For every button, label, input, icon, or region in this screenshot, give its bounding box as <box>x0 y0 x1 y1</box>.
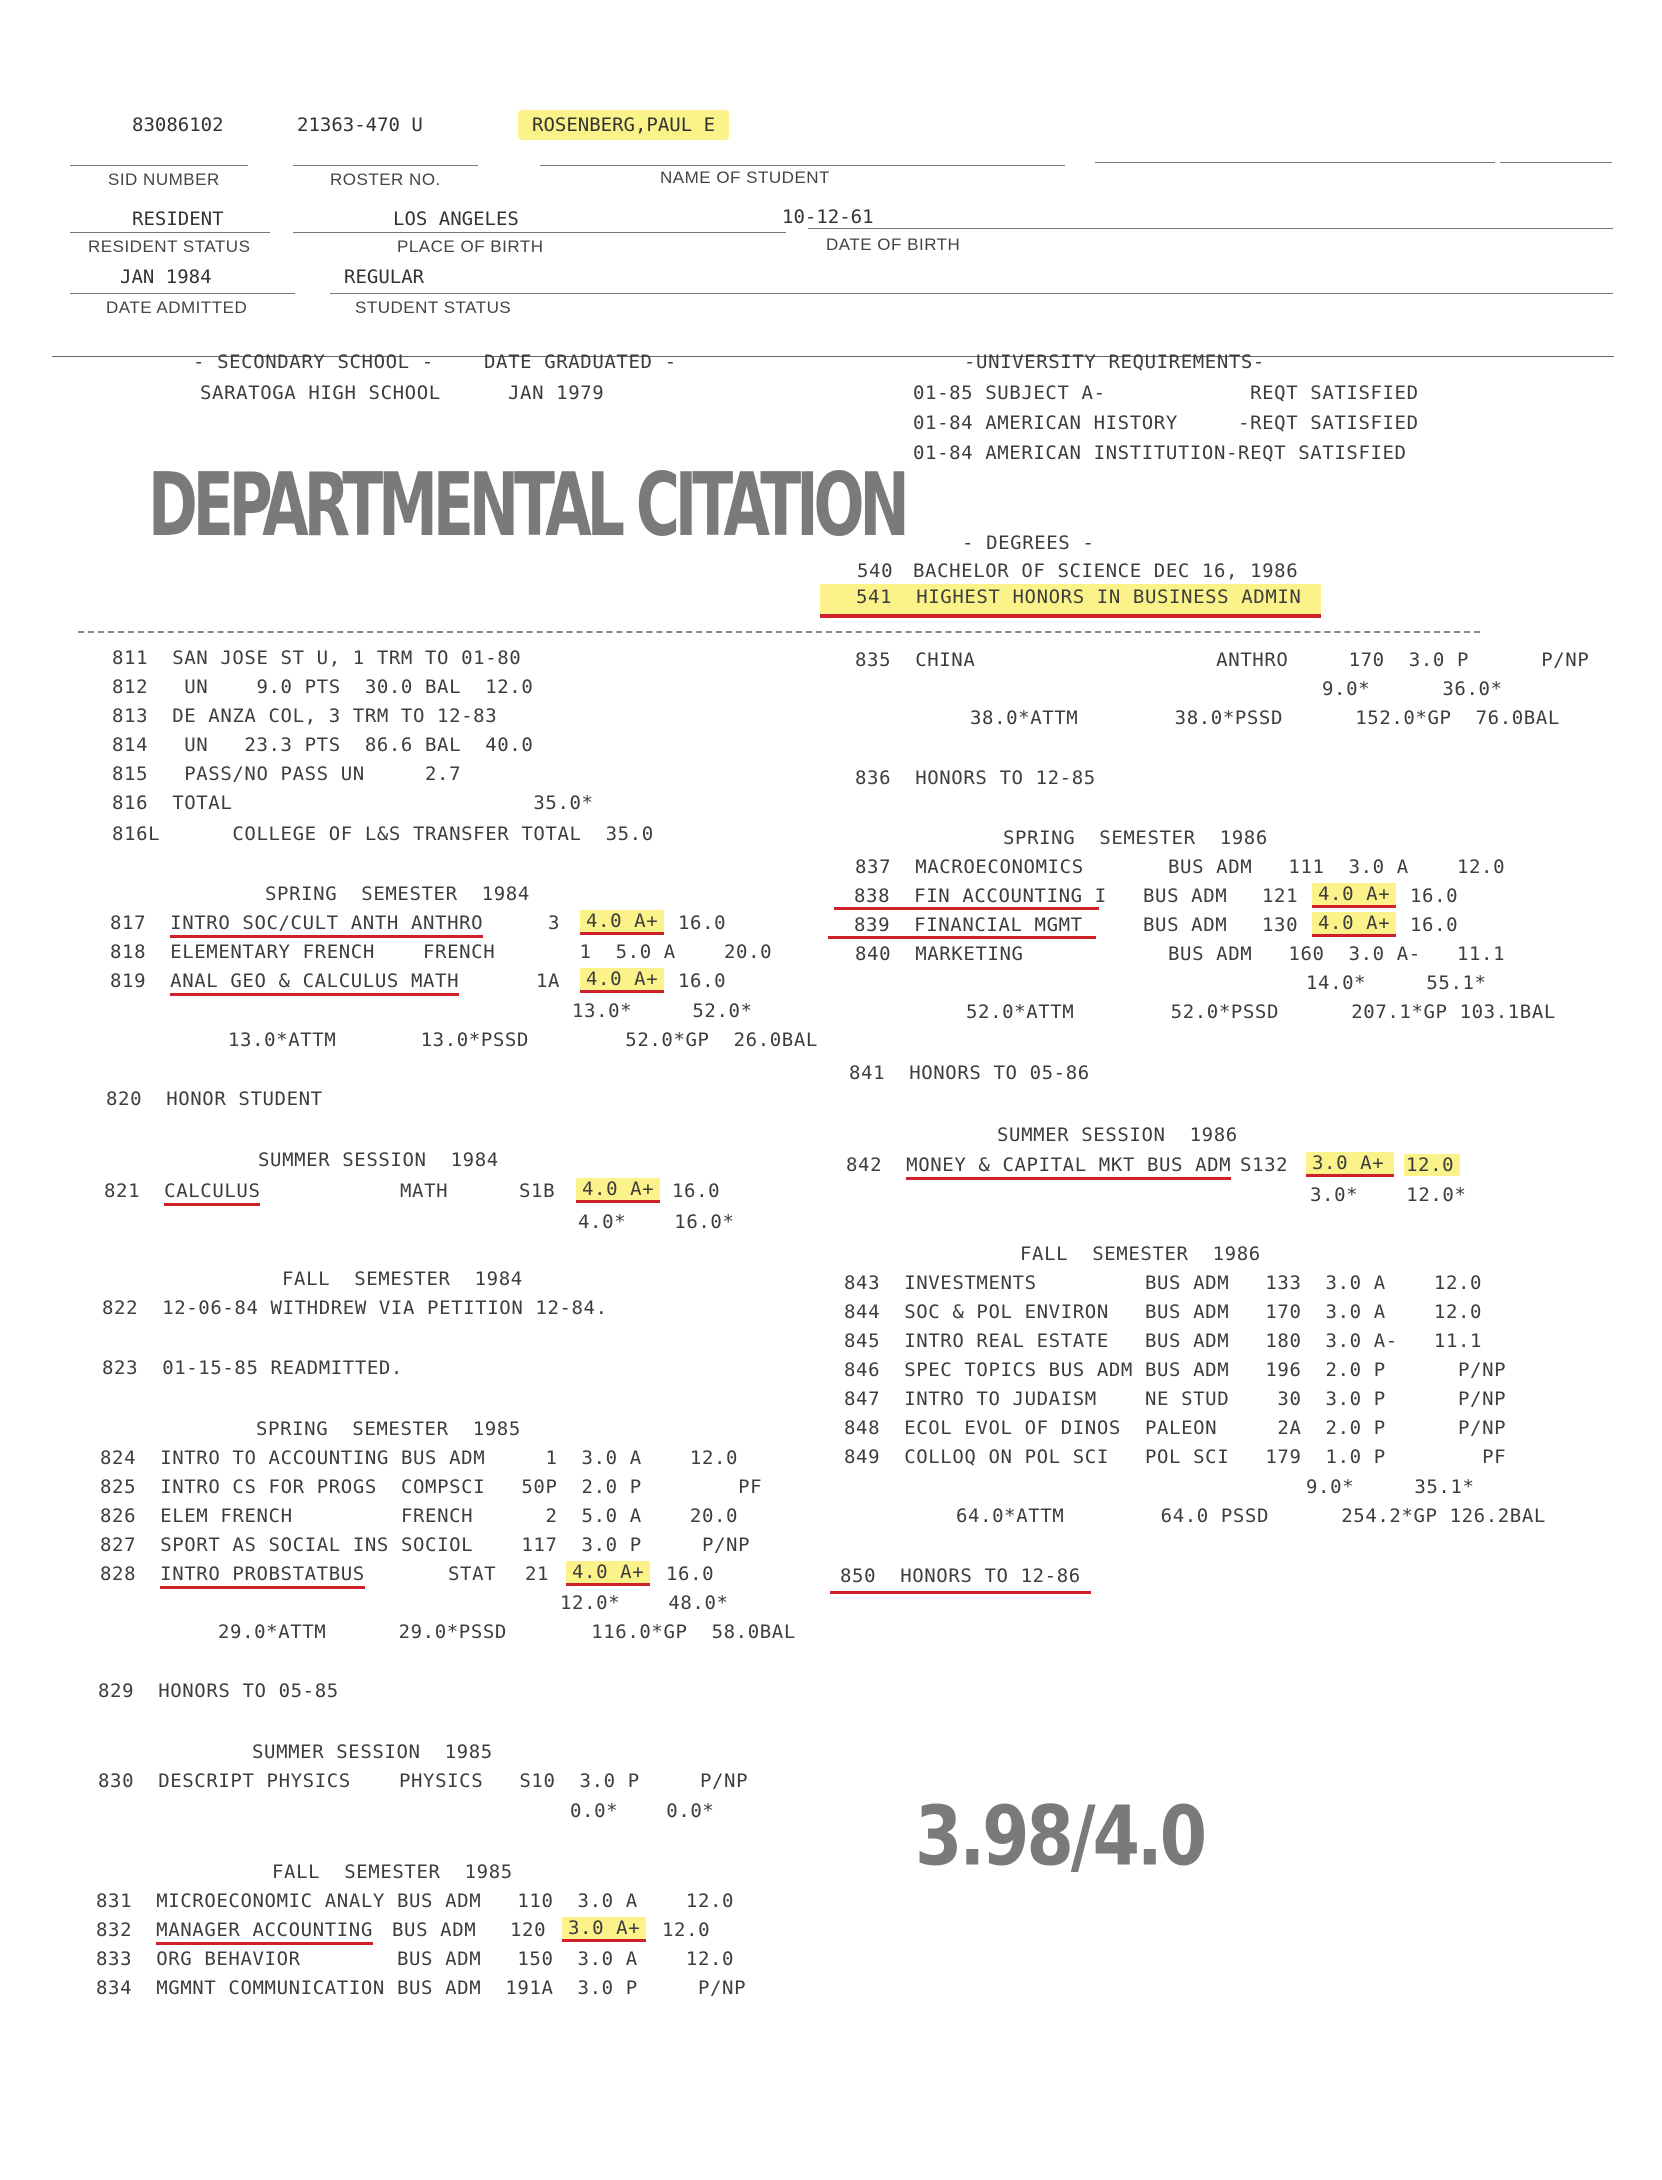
course-row: 848 ECOL EVOL OF DINOS PALEON 2A 2.0 P P/NP <box>844 1417 1507 1439</box>
grade-points: 12.0 <box>1404 1154 1460 1176</box>
sid-number: 83086102 <box>132 114 224 136</box>
term-subtotal: 4.0* 16.0* <box>578 1211 735 1233</box>
grade-points: 16.0 <box>678 970 727 992</box>
transfer-line: 812 UN 9.0 PTS 30.0 BAL 12.0 <box>112 676 534 698</box>
degree-number: 540 <box>857 560 894 582</box>
grade: 4.0 A+ <box>1312 883 1396 908</box>
course-unit: 121 <box>1262 885 1299 907</box>
honor-line: 829 HONORS TO 05-85 <box>98 1680 339 1702</box>
course-title: FIN ACCOUNTING I <box>914 885 1107 907</box>
course-row: 830 DESCRIPT PHYSICS PHYSICS S10 3.0 P P/NP <box>98 1770 749 1792</box>
course-row: 817 INTRO SOC/CULT ANTH ANTHRO <box>110 912 483 934</box>
grade-points: 16.0 <box>1410 885 1459 907</box>
transfer-line: 811 SAN JOSE ST U, 1 TRM TO 01-80 <box>112 647 522 669</box>
degree-text: BACHELOR OF SCIENCE DEC 16, 1986 <box>913 560 1299 582</box>
term-subtotal: 14.0* 55.1* <box>1306 972 1487 994</box>
requirement-row: 01-85 SUBJECT A- REQT SATISFIED <box>913 382 1419 404</box>
degrees-heading: - DEGREES - <box>962 532 1095 554</box>
term-heading: FALL SEMESTER 1984 <box>282 1268 523 1290</box>
requirement-row: 01-84 AMERICAN INSTITUTION-REQT SATISFIED <box>913 442 1407 464</box>
course-dept: STAT <box>448 1563 497 1585</box>
transfer-line: 814 UN 23.3 PTS 86.6 BAL 40.0 <box>112 734 534 756</box>
course-dept: BUS ADM <box>1143 914 1228 936</box>
course-row: 842 MONEY & CAPITAL MKT BUS ADM <box>846 1154 1231 1176</box>
grade: 3.0 A+ <box>1306 1152 1394 1177</box>
gpa-stamp: 3.98/4.0 <box>915 1790 1205 1885</box>
sid-label: SID NUMBER <box>108 170 220 189</box>
term-heading: SPRING SEMESTER 1984 <box>265 883 530 905</box>
course-title: INTRO SOC/CULT ANTH ANTHRO <box>170 912 483 938</box>
course-row: 826 ELEM FRENCH FRENCH 2 5.0 A 20.0 <box>100 1505 739 1527</box>
course-title: INTRO PROBSTATBUS <box>160 1563 365 1589</box>
term-heading: SUMMER SESSION 1985 <box>252 1741 493 1763</box>
term-total: 64.0*ATTM 64.0 PSSD 254.2*GP 126.2BAL <box>956 1505 1546 1527</box>
course-title: FINANCIAL MGMT <box>914 914 1083 936</box>
date-graduated: JAN 1979 <box>508 382 605 404</box>
roster-number: 21363-470 U <box>297 114 423 136</box>
course-row: 833 ORG BEHAVIOR BUS ADM 150 3.0 A 12.0 <box>96 1948 735 1970</box>
course-unit: 130 <box>1262 914 1299 936</box>
grade: 4.0 A+ <box>1312 912 1396 937</box>
course-title: CALCULUS <box>164 1180 260 1206</box>
course-row: 821 CALCULUS <box>104 1180 260 1202</box>
term-subtotal: 3.0* 12.0* <box>1310 1184 1467 1206</box>
course-row: 837 MACROECONOMICS BUS ADM 111 3.0 A 12.0 <box>855 856 1506 878</box>
course-unit: S132 <box>1240 1154 1289 1176</box>
course-row: 818 ELEMENTARY FRENCH FRENCH 1 5.0 A 20.0 <box>110 941 773 963</box>
term-heading: SPRING SEMESTER 1985 <box>256 1418 521 1440</box>
honor-line: 841 HONORS TO 05-86 <box>849 1062 1090 1084</box>
name-label: NAME OF STUDENT <box>660 168 830 187</box>
term-subtotal: 12.0* 48.0* <box>560 1592 729 1614</box>
course-row: 847 INTRO TO JUDAISM NE STUD 30 3.0 P P/NP <box>844 1388 1507 1410</box>
secondary-school: SARATOGA HIGH SCHOOL <box>200 382 441 404</box>
term-subtotal: 0.0* 0.0* <box>570 1800 715 1822</box>
term-total: 38.0*ATTM 38.0*PSSD 152.0*GP 76.0BAL <box>970 707 1560 729</box>
term-total: 52.0*ATTM 52.0*PSSD 207.1*GP 103.1BAL <box>966 1001 1556 1023</box>
roster-label: ROSTER NO. <box>330 170 441 189</box>
requirement-row: 01-84 AMERICAN HISTORY -REQT SATISFIED <box>913 412 1419 434</box>
course-row: 819 ANAL GEO & CALCULUS MATH <box>110 970 459 992</box>
grade-points: 16.0 <box>678 912 727 934</box>
course-dept: BUS ADM <box>1143 885 1228 907</box>
date-of-birth: 10-12-61 <box>782 206 874 228</box>
university-requirements-heading: -UNIVERSITY REQUIREMENTS- <box>964 351 1265 373</box>
date-of-birth-label: DATE OF BIRTH <box>826 235 961 254</box>
grade-points: 16.0 <box>1410 914 1459 936</box>
course-row: 840 MARKETING BUS ADM 160 3.0 A- 11.1 <box>855 943 1506 965</box>
honors-degree <box>820 584 1321 618</box>
course-unit: 1A <box>536 970 561 992</box>
course-unit: 120 <box>510 1919 547 1941</box>
place-of-birth: LOS ANGELES <box>393 208 519 230</box>
student-status: REGULAR <box>344 266 425 288</box>
course-row: 832 MANAGER ACCOUNTING <box>96 1919 373 1941</box>
course-row: 846 SPEC TOPICS BUS ADM BUS ADM 196 2.0 P P/NP <box>844 1359 1507 1381</box>
term-heading: SUMMER SESSION 1986 <box>997 1124 1238 1146</box>
secondary-school-heading: - SECONDARY SCHOOL - <box>193 351 434 373</box>
course-dept: MATH <box>400 1180 449 1202</box>
grade: 4.0 A+ <box>580 968 664 993</box>
term-total: 13.0*ATTM 13.0*PSSD 52.0*GP 26.0BAL <box>228 1029 818 1051</box>
transfer-line: 815 PASS/NO PASS UN 2.7 <box>112 763 462 785</box>
course-unit: S1B <box>519 1180 556 1202</box>
resident-status-label: RESIDENT STATUS <box>88 237 251 256</box>
transfer-line: 816 TOTAL 35.0* <box>112 792 594 814</box>
departmental-citation-stamp: DEPARTMENTAL CITATION <box>148 455 905 557</box>
course-row: 834 MGMNT COMMUNICATION BUS ADM 191A 3.0 P P/NP <box>96 1977 747 1999</box>
term-subtotal: 9.0* 35.1* <box>1306 1476 1475 1498</box>
course-row: 845 INTRO REAL ESTATE BUS ADM 180 3.0 A- 11.1 <box>844 1330 1483 1352</box>
honor-line: 850 HONORS TO 12-86 <box>830 1565 1091 1594</box>
date-admitted: JAN 1984 <box>120 266 212 288</box>
course-title: MONEY & CAPITAL MKT BUS ADM <box>906 1154 1231 1180</box>
course-row: 843 INVESTMENTS BUS ADM 133 3.0 A 12.0 <box>844 1272 1483 1294</box>
honor-line: 820 HONOR STUDENT <box>106 1088 323 1110</box>
grade-points: 16.0 <box>666 1563 715 1585</box>
course-row: 849 COLLOQ ON POL SCI POL SCI 179 1.0 P PF <box>844 1446 1507 1468</box>
degree-number: 541 <box>856 586 893 608</box>
degree-text: HIGHEST HONORS IN BUSINESS ADMIN <box>916 586 1302 608</box>
grade-points: 12.0 <box>662 1919 711 1941</box>
course-dept: BUS ADM <box>392 1919 477 1941</box>
honor-line: 836 HONORS TO 12-85 <box>855 767 1096 789</box>
term-subtotal: 9.0* 36.0* <box>1322 678 1503 700</box>
course-row: 824 INTRO TO ACCOUNTING BUS ADM 1 3.0 A 12.0 <box>100 1447 739 1469</box>
grade: 3.0 A+ <box>562 1917 646 1942</box>
term-heading: FALL SEMESTER 1985 <box>272 1861 513 1883</box>
grade: 4.0 A+ <box>566 1561 650 1586</box>
status-line: 823 01-15-85 READMITTED. <box>102 1357 403 1379</box>
course-unit: 21 <box>525 1563 550 1585</box>
course-title: MANAGER ACCOUNTING <box>156 1919 373 1945</box>
course-row: 825 INTRO CS FOR PROGS COMPSCI 50P 2.0 P PF <box>100 1476 763 1498</box>
term-heading: FALL SEMESTER 1986 <box>1020 1243 1261 1265</box>
course-row: 844 SOC & POL ENVIRON BUS ADM 170 3.0 A 12.0 <box>844 1301 1483 1323</box>
course-title: ANAL GEO & CALCULUS MATH <box>170 970 459 996</box>
term-heading: SPRING SEMESTER 1986 <box>1003 827 1268 849</box>
term-total: 29.0*ATTM 29.0*PSSD 116.0*GP 58.0BAL <box>218 1621 796 1643</box>
status-line: 822 12-06-84 WITHDREW VIA PETITION 12-84. <box>102 1297 608 1319</box>
course-row: 827 SPORT AS SOCIAL INS SOCIOL 117 3.0 P P/NP <box>100 1534 751 1556</box>
course-row: 828 INTRO PROBSTATBUS <box>100 1563 365 1585</box>
student-status-label: STUDENT STATUS <box>355 298 512 317</box>
grade-points: 16.0 <box>672 1180 721 1202</box>
date-graduated-heading: DATE GRADUATED - <box>484 351 677 373</box>
course-row: 839 FINANCIAL MGMT <box>828 914 1096 939</box>
course-row: 835 CHINA ANTHRO 170 3.0 P P/NP <box>855 649 1590 671</box>
course-unit: 3 <box>548 912 561 934</box>
resident-status: RESIDENT <box>132 208 224 230</box>
date-admitted-label: DATE ADMITTED <box>106 298 248 317</box>
place-of-birth-label: PLACE OF BIRTH <box>397 237 544 256</box>
grade: 4.0 A+ <box>580 910 664 935</box>
course-row: 838 FIN ACCOUNTING I <box>834 885 1099 910</box>
grade: 4.0 A+ <box>576 1178 660 1203</box>
student-name: ROSENBERG,PAUL E <box>518 110 729 140</box>
term-subtotal: 13.0* 52.0* <box>572 1000 753 1022</box>
term-heading: SUMMER SESSION 1984 <box>258 1149 499 1171</box>
course-row: 831 MICROECONOMIC ANALY BUS ADM 110 3.0 A 12.0 <box>96 1890 735 1912</box>
transfer-line: 816L COLLEGE OF L&S TRANSFER TOTAL 35.0 <box>112 823 654 845</box>
transfer-line: 813 DE ANZA COL, 3 TRM TO 12-83 <box>112 705 498 727</box>
divider <box>78 631 1480 633</box>
